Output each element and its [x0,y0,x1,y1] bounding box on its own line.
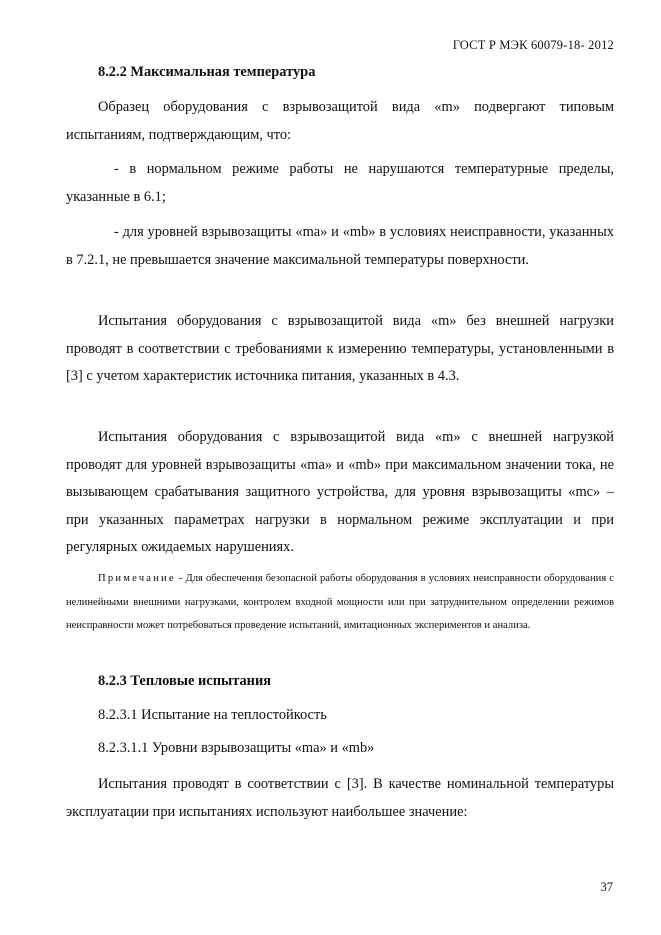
note-block [66,567,614,638]
page-number: 37 [600,880,613,894]
list-item-normal-mode: - в нормальном режиме работы не нарушаются температурные пределы, указанные в 6.1; [66,161,614,205]
section-heading-822: 8.2.2 Максимальная температура [98,64,316,80]
paragraph-intro: Образец оборудования с взрывозащитой вида «m» подвергают типовым испытаниям, подтверждающим, что: [66,99,614,143]
paragraph-thermal-tests: Испытания проводят в соответствии с [3]. В качестве номинальной температуры эксплуатации при испытаниях используют наибольшее значение: [66,776,614,820]
subsection-heading-8231: 8.2.3.1 Испытание на теплостойкость [98,707,327,723]
list-item-fault-conditions: - для уровней взрывозащиты «ma» и «mb» в условиях неисправности, указанных в 7.2.1, не превышается значение максимальной температуры поверхности. [66,224,614,268]
section-heading-823: 8.2.3 Тепловые испытания [98,673,272,689]
subsection-heading-82311: 8.2.3.1.1 Уровни взрывозащиты «ma» и «mb» [98,740,375,756]
note-label: Примечание [98,573,176,584]
paragraph-no-load-tests: Испытания оборудования с взрывозащитой вида «m» без внешней нагрузки проводят в соответствии с требованиями к измерению температуры, установленными в [3] с учетом характеристик источника питания, указанных в 4.3. [66,313,614,384]
paragraph-load-tests: Испытания оборудования с взрывозащитой вида «m» с внешней нагрузкой проводят для уровней взрывозащиты «ma» и «mb» при максимальном значении тока, не вызывающем срабатывания защитного устройства, для уровня взрывозащиты «mc» – при указанных параметрах нагрузки в нормальном режиме эксплуатации и при регулярных ожидаемых нарушениях. [66,429,614,555]
document-header: ГОСТ Р МЭК 60079-18- 2012 [452,38,614,52]
note-text: - Для обеспечения безопасной работы оборудования в условиях неисправности оборудования с нелинейными внешними нагрузками, контролем входной мощности или при затруднительном определении режимов неисправности может потребоваться проведение испытаний, имитационных экспериментов и анализа. [66,573,614,631]
